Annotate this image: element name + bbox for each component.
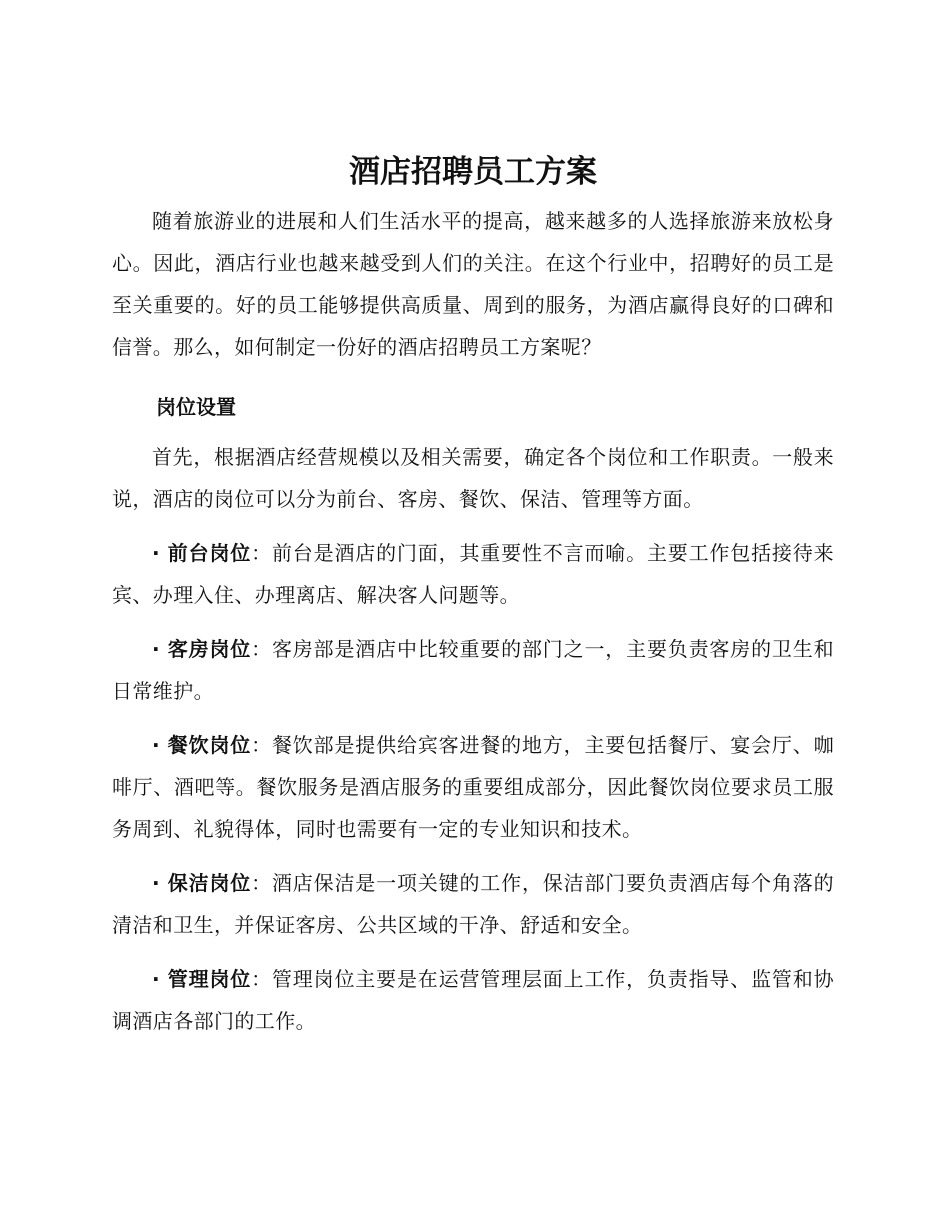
position-item-management xyxy=(112,958,834,1042)
intro-paragraph: 随着旅游业的进展和人们生活水平的提高，越来越多的人选择旅游来放松身心。因此，酒店行业也越来越受到人们的关注。在这个行业中，招聘好的员工是至关重要的。好的员工能够提供高质量、周到的服务，为酒店赢得良好的口碑和信誉。那么，如何制定一份好的酒店招聘员工方案呢？ xyxy=(112,209,834,359)
position-title: · 保洁岗位 xyxy=(152,871,252,895)
position-text: 前台是酒店的门面，其重要性不言而喻。主要工作包括接待来宾、办理入住、办理离店、解决客人问题等。 xyxy=(112,541,834,607)
document-title: 酒店招聘员工方案 xyxy=(349,154,597,190)
position-item-front-desk xyxy=(112,532,834,616)
position-item-food-beverage xyxy=(112,724,834,850)
position-text: 客房部是酒店中比较重要的部门之一，主要负责客房的卫生和日常维护。 xyxy=(112,637,834,703)
position-item-housekeeping-room xyxy=(112,628,834,712)
position-title: · 管理岗位 xyxy=(152,967,252,991)
position-separator: ： xyxy=(251,967,272,991)
position-separator: ： xyxy=(251,541,272,565)
position-title: · 前台岗位 xyxy=(152,541,252,565)
section-heading: 岗位设置 xyxy=(156,395,236,419)
section-paragraph: 首先，根据酒店经营规模以及相关需要，确定各个岗位和工作职责。一般来说，酒店的岗位可以分为前台、客房、餐饮、保洁、管理等方面。 xyxy=(112,445,834,511)
position-separator: ： xyxy=(251,637,272,661)
position-separator: ： xyxy=(251,871,272,895)
position-item-cleaning xyxy=(112,862,834,946)
position-text: 餐饮部是提供给宾客进餐的地方，主要包括餐厅、宴会厅、咖啡厅、酒吧等。餐饮服务是酒店服务的重要组成部分，因此餐饮岗位要求员工服务周到、礼貌得体，同时也需要有一定的专业知识和技术。 xyxy=(112,733,834,841)
position-title: · 客房岗位 xyxy=(152,637,252,661)
position-separator: ： xyxy=(251,733,272,757)
position-title: · 餐饮岗位 xyxy=(152,733,252,757)
position-text: 管理岗位主要是在运营管理层面上工作，负责指导、监管和协调酒店各部门的工作。 xyxy=(112,967,834,1033)
position-text: 酒店保洁是一项关键的工作，保洁部门要负责酒店每个角落的清洁和卫生，并保证客房、公共区域的干净、舒适和安全。 xyxy=(112,871,834,937)
document-body xyxy=(112,148,834,1042)
